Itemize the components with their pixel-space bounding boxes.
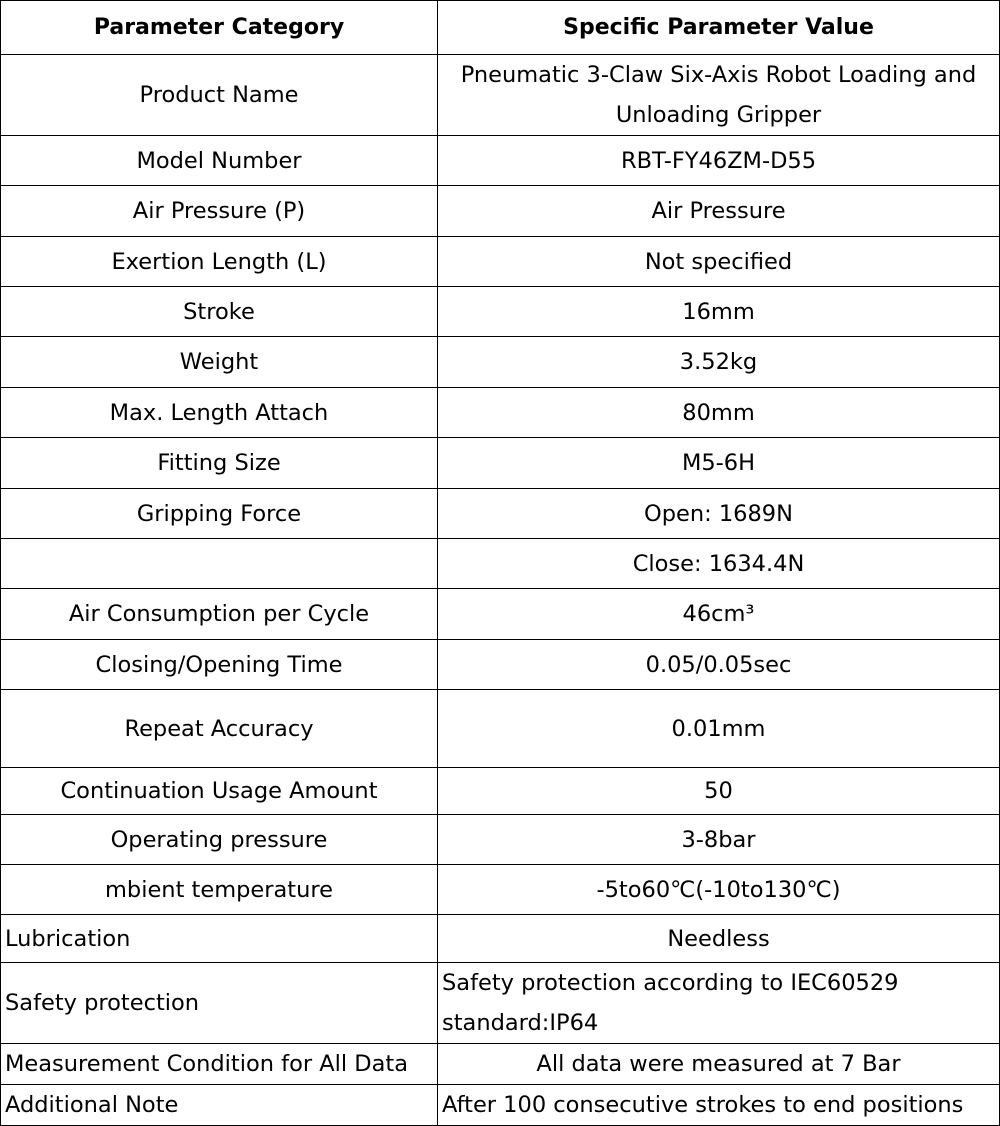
row-category: Safety protection — [1, 963, 438, 1044]
row-category: Product Name — [1, 55, 438, 136]
table-row — [1, 186, 1000, 237]
row-category: Continuation Usage Amount — [1, 768, 438, 815]
row-value: 50 — [438, 768, 1000, 815]
table-row — [1, 963, 1000, 1044]
row-value: Not specified — [438, 237, 1000, 287]
table-row — [1, 589, 1000, 640]
row-value: Air Pressure — [438, 186, 1000, 237]
row-value: M5-6H — [438, 438, 1000, 489]
row-value: Close: 1634.4N — [438, 539, 1000, 589]
row-category: Air Pressure (P) — [1, 186, 438, 237]
table-row — [1, 287, 1000, 337]
row-value: Safety protection according to IEC60529 standard:IP64 — [438, 963, 1000, 1044]
row-category: Repeat Accuracy — [1, 690, 438, 768]
table-row — [1, 136, 1000, 186]
row-category: Weight — [1, 337, 438, 388]
row-category: Fitting Size — [1, 438, 438, 489]
row-value: 16mm — [438, 287, 1000, 337]
row-value: -5to60℃(-10to130℃) — [438, 865, 1000, 915]
table-row — [1, 815, 1000, 865]
row-value: After 100 consecutive strokes to end positions — [438, 1085, 1000, 1126]
table-row — [1, 539, 1000, 589]
row-category: Air Consumption per Cycle — [1, 589, 438, 640]
row-category: Closing/Opening Time — [1, 640, 438, 690]
row-category: Stroke — [1, 287, 438, 337]
table-row — [1, 489, 1000, 539]
table-row — [1, 55, 1000, 136]
row-category: Operating pressure — [1, 815, 438, 865]
row-category: Max. Length Attach — [1, 388, 438, 438]
header-row — [1, 1, 1000, 55]
row-category: mbient temperature — [1, 865, 438, 915]
row-category: Additional Note — [1, 1085, 438, 1126]
table-row — [1, 865, 1000, 915]
table-row — [1, 915, 1000, 963]
row-value: 3-8bar — [438, 815, 1000, 865]
table-row — [1, 690, 1000, 768]
header-specific-parameter-value: Specific Parameter Value — [438, 1, 1000, 55]
header-parameter-category: Parameter Category — [1, 1, 438, 55]
row-category: Gripping Force — [1, 489, 438, 539]
table-row — [1, 337, 1000, 388]
row-value: 0.01mm — [438, 690, 1000, 768]
row-value: RBT-FY46ZM-D55 — [438, 136, 1000, 186]
row-category — [1, 539, 438, 589]
row-value: Needless — [438, 915, 1000, 963]
table-row — [1, 1044, 1000, 1085]
row-category: Lubrication — [1, 915, 438, 963]
table-row — [1, 640, 1000, 690]
row-value: 0.05/0.05sec — [438, 640, 1000, 690]
row-category: Model Number — [1, 136, 438, 186]
row-value: Open: 1689N — [438, 489, 1000, 539]
row-value: 80mm — [438, 388, 1000, 438]
table-row — [1, 438, 1000, 489]
row-category: Exertion Length (L) — [1, 237, 438, 287]
row-value: Pneumatic 3-Claw Six-Axis Robot Loading and Unloading Gripper — [438, 55, 1000, 136]
table-row — [1, 388, 1000, 438]
row-category: Measurement Condition for All Data — [1, 1044, 438, 1085]
row-value: 3.52kg — [438, 337, 1000, 388]
table-row — [1, 768, 1000, 815]
table-row — [1, 1085, 1000, 1126]
row-value: 46cm³ — [438, 589, 1000, 640]
row-value: All data were measured at 7 Bar — [438, 1044, 1000, 1085]
table-row — [1, 237, 1000, 287]
